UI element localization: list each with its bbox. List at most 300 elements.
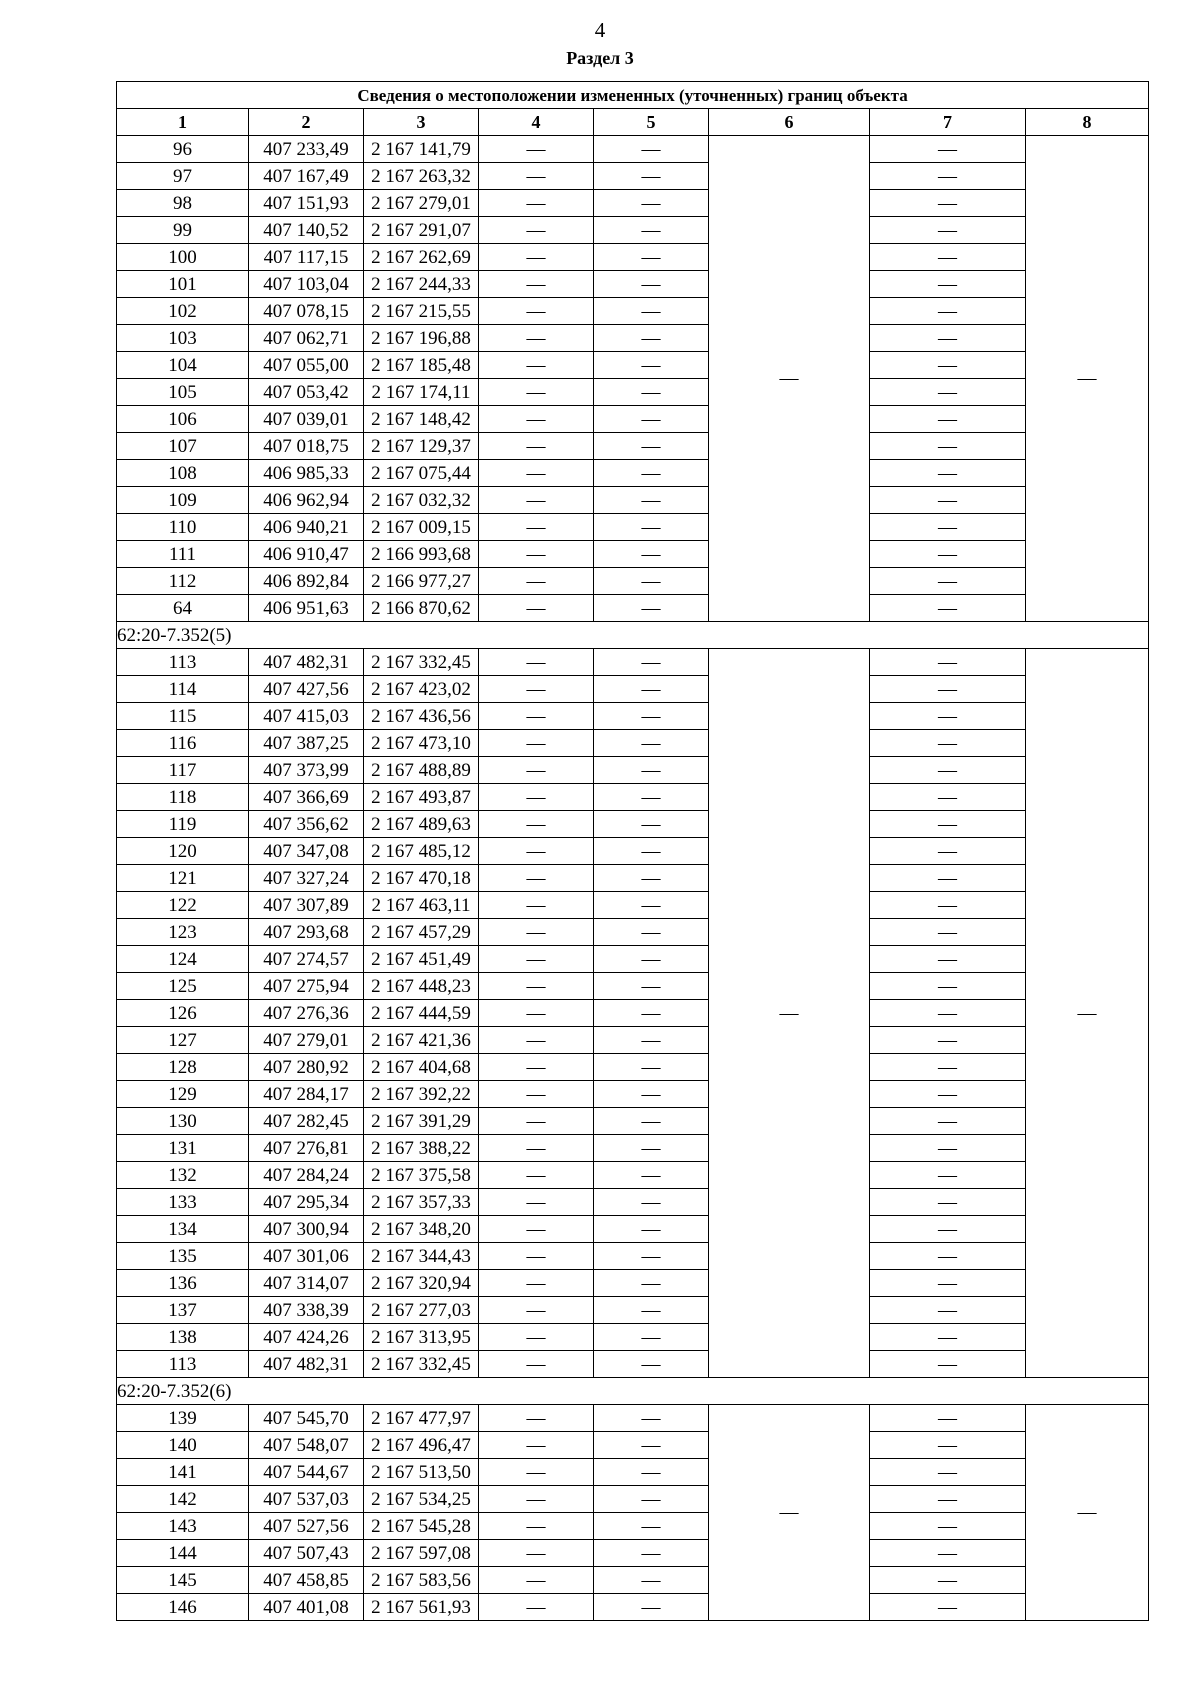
column-7-value: — bbox=[870, 1027, 1026, 1054]
coordinate-x: 407 276,81 bbox=[249, 1135, 364, 1162]
column-5-value: — bbox=[594, 1594, 709, 1621]
table-row bbox=[117, 217, 1149, 244]
column-7-value: — bbox=[870, 703, 1026, 730]
column-5-value: — bbox=[594, 1216, 709, 1243]
point-number: 145 bbox=[117, 1567, 249, 1594]
column-7-value: — bbox=[870, 1459, 1026, 1486]
coordinate-x: 407 507,43 bbox=[249, 1540, 364, 1567]
coordinate-x: 407 276,36 bbox=[249, 1000, 364, 1027]
column-5-value: — bbox=[594, 1324, 709, 1351]
group-header-row bbox=[117, 622, 1149, 649]
column-4-value: — bbox=[479, 1270, 594, 1297]
column-5-value: — bbox=[594, 865, 709, 892]
column-7-value: — bbox=[870, 190, 1026, 217]
column-5-value: — bbox=[594, 1243, 709, 1270]
table-row bbox=[117, 1135, 1149, 1162]
point-number: 115 bbox=[117, 703, 249, 730]
column-4-value: — bbox=[479, 757, 594, 784]
point-number: 103 bbox=[117, 325, 249, 352]
coordinate-x: 407 279,01 bbox=[249, 1027, 364, 1054]
column-7-value: — bbox=[870, 541, 1026, 568]
coordinate-x: 407 424,26 bbox=[249, 1324, 364, 1351]
coordinate-y: 2 167 470,18 bbox=[364, 865, 479, 892]
column-7-value: — bbox=[870, 1513, 1026, 1540]
column-5-value: — bbox=[594, 730, 709, 757]
coordinate-y: 2 166 977,27 bbox=[364, 568, 479, 595]
table-row bbox=[117, 595, 1149, 622]
coordinate-y: 2 167 215,55 bbox=[364, 298, 479, 325]
coordinate-y: 2 167 348,20 bbox=[364, 1216, 479, 1243]
coordinate-y: 2 167 279,01 bbox=[364, 190, 479, 217]
coordinate-y: 2 167 513,50 bbox=[364, 1459, 479, 1486]
column-7-value: — bbox=[870, 244, 1026, 271]
coordinate-y: 2 167 357,33 bbox=[364, 1189, 479, 1216]
column-5-value: — bbox=[594, 703, 709, 730]
coordinate-y: 2 167 388,22 bbox=[364, 1135, 479, 1162]
coordinate-x: 406 951,63 bbox=[249, 595, 364, 622]
coordinate-x: 407 373,99 bbox=[249, 757, 364, 784]
column-5-value: — bbox=[594, 595, 709, 622]
coordinate-x: 407 103,04 bbox=[249, 271, 364, 298]
table-row bbox=[117, 271, 1149, 298]
column-7-value: — bbox=[870, 1162, 1026, 1189]
column-7-value: — bbox=[870, 676, 1026, 703]
column-4-value: — bbox=[479, 1432, 594, 1459]
coordinate-x: 407 314,07 bbox=[249, 1270, 364, 1297]
table-row bbox=[117, 1459, 1149, 1486]
column-4-value: — bbox=[479, 1054, 594, 1081]
column-4-value: — bbox=[479, 1540, 594, 1567]
column-4-value: — bbox=[479, 271, 594, 298]
table-caption: Сведения о местоположении измененных (уточненных) границ объекта bbox=[117, 82, 1149, 109]
column-7-value: — bbox=[870, 136, 1026, 163]
coordinate-x: 407 078,15 bbox=[249, 298, 364, 325]
column-7-value: — bbox=[870, 595, 1026, 622]
table-row bbox=[117, 757, 1149, 784]
point-number: 107 bbox=[117, 433, 249, 460]
column-4-value: — bbox=[479, 1027, 594, 1054]
point-number: 131 bbox=[117, 1135, 249, 1162]
coordinate-y: 2 166 870,62 bbox=[364, 595, 479, 622]
coordinate-y: 2 167 496,47 bbox=[364, 1432, 479, 1459]
column-5-value: — bbox=[594, 1297, 709, 1324]
column-7-value: — bbox=[870, 325, 1026, 352]
column-4-value: — bbox=[479, 1486, 594, 1513]
column-7-value: — bbox=[870, 1432, 1026, 1459]
point-number: 125 bbox=[117, 973, 249, 1000]
table-row bbox=[117, 1567, 1149, 1594]
point-number: 104 bbox=[117, 352, 249, 379]
table-row bbox=[117, 136, 1149, 163]
column-5-value: — bbox=[594, 271, 709, 298]
column-5-value: — bbox=[594, 973, 709, 1000]
column-4-value: — bbox=[479, 487, 594, 514]
coordinate-x: 407 458,85 bbox=[249, 1567, 364, 1594]
column-4-value: — bbox=[479, 433, 594, 460]
column-4-value: — bbox=[479, 460, 594, 487]
column-4-value: — bbox=[479, 703, 594, 730]
point-number: 97 bbox=[117, 163, 249, 190]
coordinate-y: 2 167 493,87 bbox=[364, 784, 479, 811]
column-5-value: — bbox=[594, 1054, 709, 1081]
coordinate-x: 407 117,15 bbox=[249, 244, 364, 271]
table-row bbox=[117, 541, 1149, 568]
column-4-value: — bbox=[479, 919, 594, 946]
table-row bbox=[117, 838, 1149, 865]
coordinate-x: 407 527,56 bbox=[249, 1513, 364, 1540]
column-7-value: — bbox=[870, 1054, 1026, 1081]
coordinate-x: 407 055,00 bbox=[249, 352, 364, 379]
coordinate-y: 2 167 451,49 bbox=[364, 946, 479, 973]
point-number: 116 bbox=[117, 730, 249, 757]
column-5-value: — bbox=[594, 541, 709, 568]
table-row bbox=[117, 433, 1149, 460]
coordinate-x: 407 293,68 bbox=[249, 919, 364, 946]
table-body bbox=[117, 82, 1149, 1621]
column-5-value: — bbox=[594, 1567, 709, 1594]
coordinate-x: 407 275,94 bbox=[249, 973, 364, 1000]
table-row bbox=[117, 919, 1149, 946]
coordinate-y: 2 166 993,68 bbox=[364, 541, 479, 568]
coordinate-y: 2 167 185,48 bbox=[364, 352, 479, 379]
coordinate-y: 2 167 463,11 bbox=[364, 892, 479, 919]
coordinate-x: 407 284,17 bbox=[249, 1081, 364, 1108]
table-row bbox=[117, 946, 1149, 973]
group-label: 62:20-7.352(5) bbox=[117, 622, 1149, 649]
column-4-value: — bbox=[479, 217, 594, 244]
column-5-value: — bbox=[594, 352, 709, 379]
column-7-value: — bbox=[870, 1108, 1026, 1135]
coordinate-y: 2 167 444,59 bbox=[364, 1000, 479, 1027]
column-5-value: — bbox=[594, 433, 709, 460]
coordinate-y: 2 167 375,58 bbox=[364, 1162, 479, 1189]
point-number: 108 bbox=[117, 460, 249, 487]
column-5-value: — bbox=[594, 136, 709, 163]
table-row bbox=[117, 1000, 1149, 1027]
column-4-value: — bbox=[479, 730, 594, 757]
coordinate-y: 2 167 489,63 bbox=[364, 811, 479, 838]
coordinate-x: 407 140,52 bbox=[249, 217, 364, 244]
point-number: 111 bbox=[117, 541, 249, 568]
coordinate-y: 2 167 344,43 bbox=[364, 1243, 479, 1270]
table-row bbox=[117, 487, 1149, 514]
column-5-value: — bbox=[594, 757, 709, 784]
column-4-value: — bbox=[479, 973, 594, 1000]
column-5-value: — bbox=[594, 1081, 709, 1108]
column-5-value: — bbox=[594, 649, 709, 676]
point-number: 96 bbox=[117, 136, 249, 163]
coordinate-x: 407 338,39 bbox=[249, 1297, 364, 1324]
column-4-value: — bbox=[479, 838, 594, 865]
coordinate-x: 407 280,92 bbox=[249, 1054, 364, 1081]
column-4-value: — bbox=[479, 1594, 594, 1621]
table-row bbox=[117, 352, 1149, 379]
point-number: 105 bbox=[117, 379, 249, 406]
table-row bbox=[117, 1216, 1149, 1243]
table-row bbox=[117, 865, 1149, 892]
coordinate-y: 2 167 291,07 bbox=[364, 217, 479, 244]
column-4-value: — bbox=[479, 1297, 594, 1324]
coordinate-y: 2 167 545,28 bbox=[364, 1513, 479, 1540]
point-number: 98 bbox=[117, 190, 249, 217]
coordinate-x: 407 401,08 bbox=[249, 1594, 364, 1621]
table-row bbox=[117, 1027, 1149, 1054]
point-number: 113 bbox=[117, 649, 249, 676]
coordinate-x: 407 167,49 bbox=[249, 163, 364, 190]
column-6-merged-value: — bbox=[709, 649, 870, 1378]
coordinate-x: 407 039,01 bbox=[249, 406, 364, 433]
table-row bbox=[117, 973, 1149, 1000]
point-number: 140 bbox=[117, 1432, 249, 1459]
coordinate-x: 407 415,03 bbox=[249, 703, 364, 730]
coordinate-y: 2 167 129,37 bbox=[364, 433, 479, 460]
column-7-value: — bbox=[870, 568, 1026, 595]
point-number: 102 bbox=[117, 298, 249, 325]
column-7-value: — bbox=[870, 1243, 1026, 1270]
column-header: 6 bbox=[709, 109, 870, 136]
column-4-value: — bbox=[479, 298, 594, 325]
coordinate-x: 407 295,34 bbox=[249, 1189, 364, 1216]
coordinate-x: 406 892,84 bbox=[249, 568, 364, 595]
table-row bbox=[117, 1324, 1149, 1351]
coordinate-y: 2 167 141,79 bbox=[364, 136, 479, 163]
coordinate-y: 2 167 392,22 bbox=[364, 1081, 479, 1108]
point-number: 109 bbox=[117, 487, 249, 514]
coordinate-y: 2 167 473,10 bbox=[364, 730, 479, 757]
column-4-value: — bbox=[479, 406, 594, 433]
table-row bbox=[117, 1351, 1149, 1378]
column-7-value: — bbox=[870, 514, 1026, 541]
column-4-value: — bbox=[479, 1405, 594, 1432]
column-7-value: — bbox=[870, 784, 1026, 811]
column-header: 7 bbox=[870, 109, 1026, 136]
point-number: 121 bbox=[117, 865, 249, 892]
column-5-value: — bbox=[594, 1459, 709, 1486]
column-4-value: — bbox=[479, 325, 594, 352]
column-5-value: — bbox=[594, 406, 709, 433]
column-5-value: — bbox=[594, 1027, 709, 1054]
column-4-value: — bbox=[479, 1000, 594, 1027]
point-number: 139 bbox=[117, 1405, 249, 1432]
coordinate-x: 407 482,31 bbox=[249, 649, 364, 676]
table-row bbox=[117, 1162, 1149, 1189]
coordinate-x: 406 940,21 bbox=[249, 514, 364, 541]
point-number: 106 bbox=[117, 406, 249, 433]
column-4-value: — bbox=[479, 676, 594, 703]
table-row bbox=[117, 1108, 1149, 1135]
coordinate-y: 2 167 583,56 bbox=[364, 1567, 479, 1594]
point-number: 112 bbox=[117, 568, 249, 595]
column-8-merged-value: — bbox=[1026, 136, 1149, 622]
column-7-value: — bbox=[870, 298, 1026, 325]
column-5-value: — bbox=[594, 784, 709, 811]
column-7-value: — bbox=[870, 811, 1026, 838]
coordinate-x: 407 327,24 bbox=[249, 865, 364, 892]
table-row bbox=[117, 811, 1149, 838]
coordinate-x: 407 482,31 bbox=[249, 1351, 364, 1378]
point-number: 119 bbox=[117, 811, 249, 838]
column-5-value: — bbox=[594, 298, 709, 325]
point-number: 128 bbox=[117, 1054, 249, 1081]
table-row bbox=[117, 1270, 1149, 1297]
column-4-value: — bbox=[479, 379, 594, 406]
column-5-value: — bbox=[594, 244, 709, 271]
column-7-value: — bbox=[870, 946, 1026, 973]
column-7-value: — bbox=[870, 1189, 1026, 1216]
coordinate-y: 2 167 391,29 bbox=[364, 1108, 479, 1135]
coordinate-y: 2 167 244,33 bbox=[364, 271, 479, 298]
column-7-value: — bbox=[870, 1324, 1026, 1351]
column-header: 2 bbox=[249, 109, 364, 136]
point-number: 118 bbox=[117, 784, 249, 811]
group-header-row bbox=[117, 1378, 1149, 1405]
column-7-value: — bbox=[870, 1540, 1026, 1567]
coordinate-x: 406 910,47 bbox=[249, 541, 364, 568]
coordinate-y: 2 167 332,45 bbox=[364, 1351, 479, 1378]
column-4-value: — bbox=[479, 1162, 594, 1189]
column-4-value: — bbox=[479, 946, 594, 973]
table-row bbox=[117, 1405, 1149, 1432]
coordinate-y: 2 167 485,12 bbox=[364, 838, 479, 865]
column-5-value: — bbox=[594, 1000, 709, 1027]
column-5-value: — bbox=[594, 514, 709, 541]
page-number: 4 bbox=[594, 18, 606, 42]
column-7-value: — bbox=[870, 838, 1026, 865]
column-8-merged-value: — bbox=[1026, 649, 1149, 1378]
point-number: 100 bbox=[117, 244, 249, 271]
point-number: 126 bbox=[117, 1000, 249, 1027]
column-header: 3 bbox=[364, 109, 479, 136]
column-5-value: — bbox=[594, 946, 709, 973]
column-7-value: — bbox=[870, 649, 1026, 676]
column-5-value: — bbox=[594, 1135, 709, 1162]
column-4-value: — bbox=[479, 595, 594, 622]
column-4-value: — bbox=[479, 1243, 594, 1270]
coordinate-x: 407 053,42 bbox=[249, 379, 364, 406]
table-row bbox=[117, 568, 1149, 595]
column-4-value: — bbox=[479, 514, 594, 541]
column-4-value: — bbox=[479, 1513, 594, 1540]
coordinate-y: 2 167 404,68 bbox=[364, 1054, 479, 1081]
point-number: 123 bbox=[117, 919, 249, 946]
coordinate-x: 407 537,03 bbox=[249, 1486, 364, 1513]
column-5-value: — bbox=[594, 1405, 709, 1432]
coordinate-x: 407 545,70 bbox=[249, 1405, 364, 1432]
coordinate-y: 2 167 332,45 bbox=[364, 649, 479, 676]
column-7-value: — bbox=[870, 730, 1026, 757]
column-4-value: — bbox=[479, 1135, 594, 1162]
column-7-value: — bbox=[870, 217, 1026, 244]
coordinate-y: 2 167 313,95 bbox=[364, 1324, 479, 1351]
point-number: 144 bbox=[117, 1540, 249, 1567]
coordinate-x: 407 284,24 bbox=[249, 1162, 364, 1189]
coordinate-x: 407 544,67 bbox=[249, 1459, 364, 1486]
column-4-value: — bbox=[479, 784, 594, 811]
column-4-value: — bbox=[479, 1216, 594, 1243]
point-number: 146 bbox=[117, 1594, 249, 1621]
column-7-value: — bbox=[870, 919, 1026, 946]
column-4-value: — bbox=[479, 1351, 594, 1378]
point-number: 132 bbox=[117, 1162, 249, 1189]
table-row bbox=[117, 163, 1149, 190]
table-row bbox=[117, 649, 1149, 676]
column-header: 8 bbox=[1026, 109, 1149, 136]
coordinate-y: 2 167 448,23 bbox=[364, 973, 479, 1000]
coordinates-table bbox=[116, 81, 1149, 1621]
column-4-value: — bbox=[479, 1324, 594, 1351]
table-row bbox=[117, 703, 1149, 730]
column-7-value: — bbox=[870, 1351, 1026, 1378]
coordinate-y: 2 167 597,08 bbox=[364, 1540, 479, 1567]
column-5-value: — bbox=[594, 460, 709, 487]
column-4-value: — bbox=[479, 541, 594, 568]
table-row bbox=[117, 1540, 1149, 1567]
table-row bbox=[117, 1054, 1149, 1081]
column-4-value: — bbox=[479, 568, 594, 595]
table-row bbox=[117, 1486, 1149, 1513]
coordinate-x: 406 962,94 bbox=[249, 487, 364, 514]
coordinate-y: 2 167 421,36 bbox=[364, 1027, 479, 1054]
point-number: 101 bbox=[117, 271, 249, 298]
column-5-value: — bbox=[594, 676, 709, 703]
column-4-value: — bbox=[479, 865, 594, 892]
column-7-value: — bbox=[870, 973, 1026, 1000]
column-4-value: — bbox=[479, 163, 594, 190]
point-number: 130 bbox=[117, 1108, 249, 1135]
table-row bbox=[117, 406, 1149, 433]
table-row bbox=[117, 514, 1149, 541]
coordinate-x: 407 347,08 bbox=[249, 838, 364, 865]
column-5-value: — bbox=[594, 1108, 709, 1135]
point-number: 133 bbox=[117, 1189, 249, 1216]
column-5-value: — bbox=[594, 1162, 709, 1189]
column-7-value: — bbox=[870, 352, 1026, 379]
point-number: 64 bbox=[117, 595, 249, 622]
column-7-value: — bbox=[870, 1270, 1026, 1297]
coordinate-y: 2 167 534,25 bbox=[364, 1486, 479, 1513]
table-row bbox=[117, 730, 1149, 757]
coordinate-x: 407 018,75 bbox=[249, 433, 364, 460]
column-5-value: — bbox=[594, 1432, 709, 1459]
coordinate-y: 2 167 457,29 bbox=[364, 919, 479, 946]
table-row bbox=[117, 190, 1149, 217]
table-row bbox=[117, 460, 1149, 487]
point-number: 117 bbox=[117, 757, 249, 784]
coordinate-y: 2 167 477,97 bbox=[364, 1405, 479, 1432]
table-row bbox=[117, 676, 1149, 703]
coordinate-y: 2 167 032,32 bbox=[364, 487, 479, 514]
point-number: 120 bbox=[117, 838, 249, 865]
column-7-value: — bbox=[870, 1486, 1026, 1513]
coordinate-y: 2 167 009,15 bbox=[364, 514, 479, 541]
column-4-value: — bbox=[479, 190, 594, 217]
coordinate-y: 2 167 488,89 bbox=[364, 757, 479, 784]
column-7-value: — bbox=[870, 1081, 1026, 1108]
column-7-value: — bbox=[870, 163, 1026, 190]
coordinate-y: 2 167 436,56 bbox=[364, 703, 479, 730]
column-5-value: — bbox=[594, 1270, 709, 1297]
point-number: 137 bbox=[117, 1297, 249, 1324]
column-7-value: — bbox=[870, 1135, 1026, 1162]
column-7-value: — bbox=[870, 271, 1026, 298]
table-row bbox=[117, 1243, 1149, 1270]
column-7-value: — bbox=[870, 757, 1026, 784]
table-row bbox=[117, 379, 1149, 406]
column-4-value: — bbox=[479, 1189, 594, 1216]
column-5-value: — bbox=[594, 892, 709, 919]
column-7-value: — bbox=[870, 1000, 1026, 1027]
coordinate-x: 407 366,69 bbox=[249, 784, 364, 811]
